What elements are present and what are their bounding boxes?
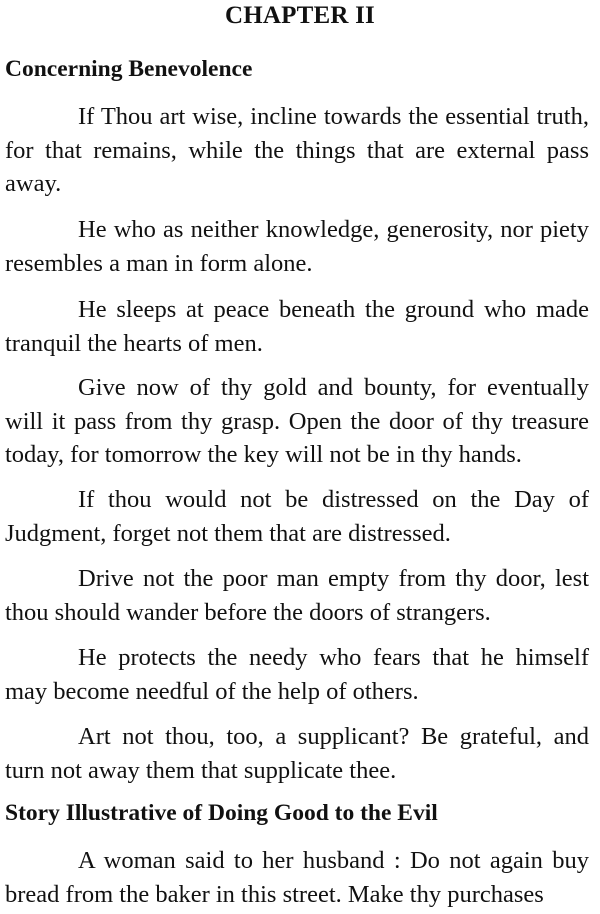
paragraph: He protects the needy who fears that he himself may become needful of the help of others.	[5, 644, 589, 705]
paragraph: A woman said to her husband : Do not again buy bread from the baker in this street. Make thy purchases	[5, 847, 589, 908]
paragraph: He sleeps at peace beneath the ground who made tranquil the hearts of men.	[5, 296, 589, 357]
section-heading-story: Story Illustrative of Doing Good to the Evil	[5, 800, 438, 826]
paragraph: Drive not the poor man empty from thy door, lest thou should wander before the doors of strangers.	[5, 565, 589, 626]
section-heading-benevolence: Concerning Benevolence	[5, 56, 253, 82]
paragraph: He who as neither knowledge, generosity, nor piety resembles a man in form alone.	[5, 216, 589, 277]
paragraph: Art not thou, too, a supplicant? Be grateful, and turn not away them that supplicate thee.	[5, 723, 589, 784]
paragraph: Give now of thy gold and bounty, for eventually will it pass from thy grasp. Open the door of thy treasure today, for tomorrow the key will not be in thy hands.	[5, 374, 589, 468]
paragraph: If thou would not be distressed on the Day of Judgment, forget not them that are distressed.	[5, 486, 589, 547]
chapter-title: CHAPTER II	[225, 2, 375, 29]
paragraph: If Thou art wise, incline towards the essential truth, for that remains, while the things that are external pass away.	[5, 103, 589, 197]
